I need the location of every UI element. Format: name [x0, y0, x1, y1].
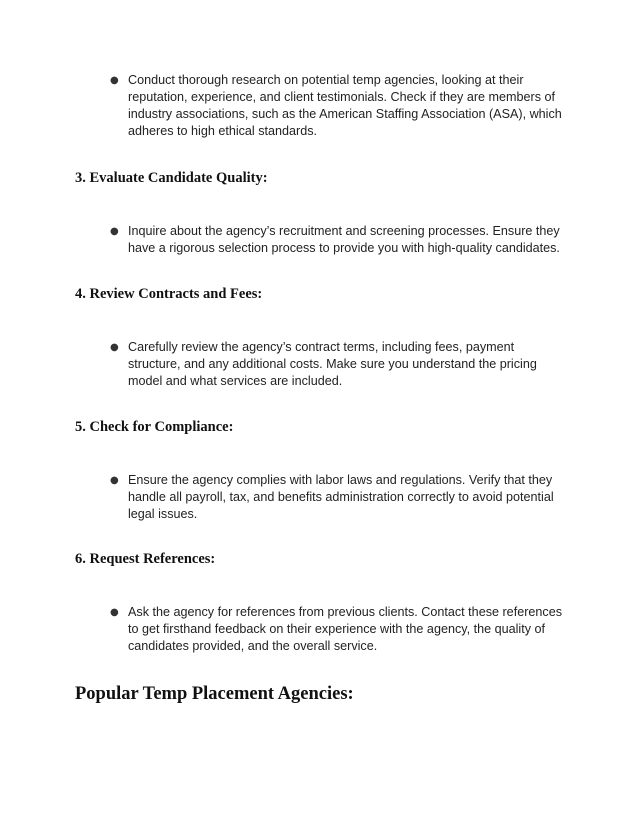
bullet-candidate-quality: [110, 223, 570, 257]
bullet-text: Ensure the agency complies with labor laws and regulations. Verify that they handle all payroll, tax, and benefits administration correctly to avoid potential legal issues.: [128, 473, 554, 521]
bullet-text: Conduct thorough research on potential temp agencies, looking at their reputation, experience, and client testimonials. Check if they are members of industry associations, such as the American Staffing Association (ASA), which adheres to high ethical standards.: [128, 73, 562, 138]
bullet-text: Carefully review the agency’s contract terms, including fees, payment structure, and any additional costs. Make sure you understand the pricing model and what services are included.: [128, 340, 537, 388]
heading-review-contracts: 4. Review Contracts and Fees:: [75, 286, 263, 302]
bullet-icon: ●: [110, 607, 119, 618]
list-item: [110, 339, 570, 390]
list-item: [110, 72, 570, 140]
bullet-text: Inquire about the agency’s recruitment and screening processes. Ensure they have a rigorous selection process to provide you with high-quality candidates.: [128, 224, 560, 255]
heading-evaluate-candidate-quality: 3. Evaluate Candidate Quality:: [75, 170, 268, 186]
heading-request-references: 6. Request References:: [75, 551, 216, 567]
bullet-icon: ●: [110, 475, 119, 486]
bullet-icon: ●: [110, 226, 119, 237]
list-item: [110, 223, 570, 257]
bullet-icon: ●: [110, 75, 119, 86]
bullet-research: [110, 72, 570, 140]
heading-check-compliance: 5. Check for Compliance:: [75, 419, 234, 435]
bullet-compliance: [110, 472, 570, 523]
bullet-icon: ●: [110, 342, 119, 353]
bullet-text: Ask the agency for references from previous clients. Contact these references to get firsthand feedback on their experience with the agency, the quality of candidates provided, and the overall service.: [128, 605, 562, 653]
heading-popular-agencies: Popular Temp Placement Agencies:: [75, 684, 354, 704]
list-item: [110, 472, 570, 523]
bullet-contracts: [110, 339, 570, 390]
list-item: [110, 604, 570, 655]
bullet-references: [110, 604, 570, 655]
